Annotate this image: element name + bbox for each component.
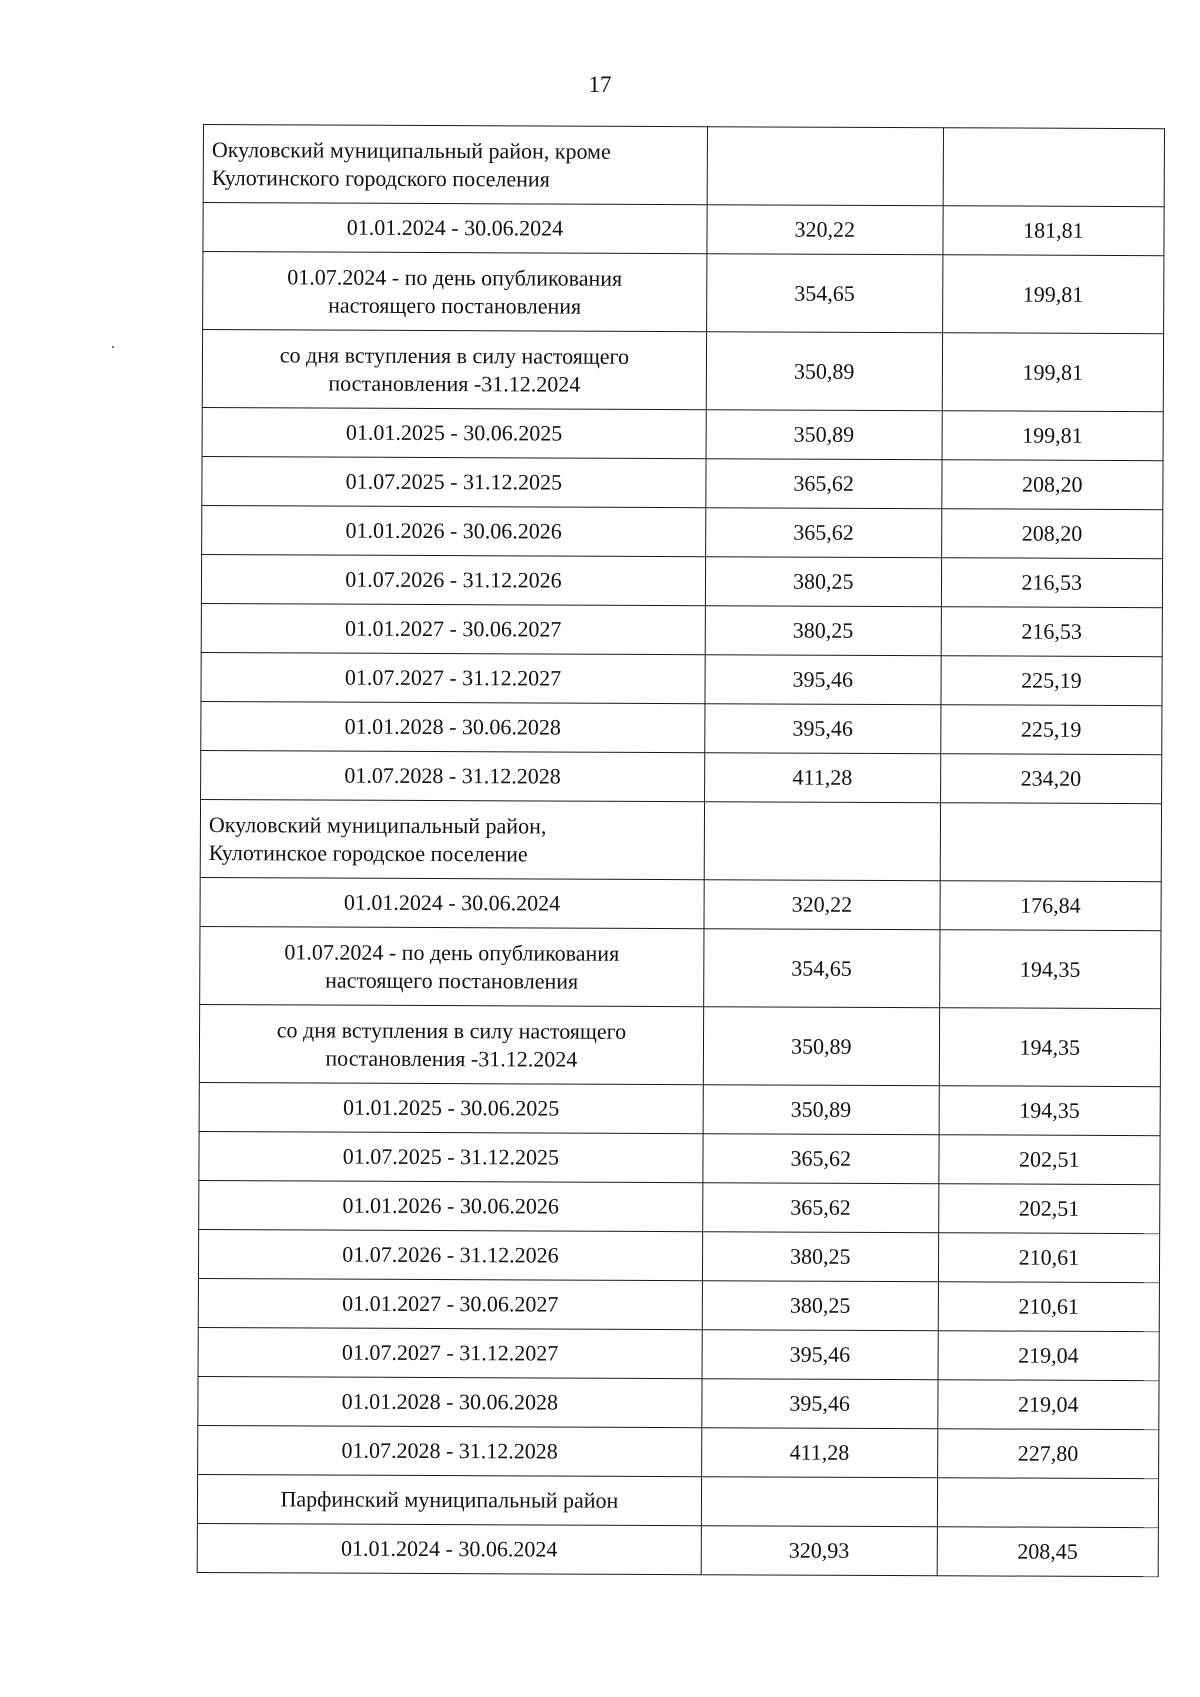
table-row: [202, 456, 1163, 509]
period-line: 01.01.2026 - 30.06.2026: [345, 517, 562, 544]
period-line: 01.07.2028 - 31.12.2028: [341, 1437, 558, 1464]
table-row: [201, 750, 1162, 803]
period-line: постановления -31.12.2024: [325, 1045, 578, 1072]
value2-cell: 181,81: [943, 206, 1165, 256]
period-cell: [197, 1523, 701, 1574]
period-cell: [201, 701, 705, 752]
period-cell: [200, 926, 704, 1006]
table-row: [200, 926, 1161, 1008]
period-line: 01.01.2026 - 30.06.2026: [342, 1192, 559, 1219]
value1-cell: 380,25: [702, 1281, 938, 1331]
table-row: [198, 1327, 1159, 1380]
empty-cell: [940, 803, 1162, 882]
group-title-line: Окуловский муниципальный район, кроме: [211, 136, 611, 164]
scan-speck: [112, 346, 114, 348]
value1-cell: 365,62: [703, 1183, 939, 1233]
empty-cell: [707, 127, 943, 206]
value2-cell: 208,20: [941, 509, 1163, 559]
empty-cell: [943, 128, 1165, 207]
group-title-cell: [197, 1474, 701, 1525]
period-cell: [202, 330, 706, 410]
period-line: 01.07.2024 - по день опубликования: [284, 938, 620, 966]
value2-cell: 194,35: [939, 1086, 1161, 1136]
period-cell: [198, 1376, 702, 1427]
value2-cell: 199,81: [942, 333, 1164, 412]
table-row: [201, 701, 1162, 754]
period-line: 01.07.2026 - 31.12.2026: [345, 566, 562, 593]
group-title-line: Окуловский муниципальный район,: [208, 811, 547, 839]
value1-cell: 365,62: [706, 459, 942, 509]
period-line: настоящего постановления: [325, 967, 579, 994]
value1-cell: 380,25: [705, 606, 941, 656]
period-line: 01.07.2026 - 31.12.2026: [342, 1241, 559, 1268]
value1-cell: 395,46: [705, 655, 941, 705]
period-line: настоящего постановления: [328, 292, 582, 319]
period-cell: [199, 1082, 703, 1133]
period-cell: [203, 203, 707, 254]
period-cell: [202, 456, 706, 507]
period-line: 01.07.2025 - 31.12.2025: [345, 468, 563, 495]
period-cell: [199, 1180, 703, 1231]
period-line: со дня вступления в силу настоящего: [279, 341, 630, 369]
value2-cell: 216,53: [941, 558, 1163, 608]
value1-cell: 395,46: [702, 1379, 938, 1429]
value1-cell: 395,46: [705, 704, 941, 754]
period-line: со дня вступления в силу настоящего: [276, 1016, 627, 1044]
value1-cell: 365,62: [703, 1134, 939, 1184]
group-header-row: [197, 1474, 1158, 1527]
value1-cell: 380,25: [705, 557, 941, 607]
table-row: [199, 1180, 1160, 1233]
period-cell: [198, 1278, 702, 1329]
period-cell: [198, 1327, 702, 1378]
table-row: [201, 652, 1162, 705]
group-title-line: Кулотинского городского поселения: [211, 164, 550, 192]
value2-cell: 225,19: [941, 656, 1163, 706]
table-row: [200, 877, 1161, 930]
value2-cell: 234,20: [940, 754, 1162, 804]
table-row: [198, 1229, 1159, 1282]
value2-cell: 176,84: [940, 881, 1162, 931]
tariff-table-wrapper: [197, 124, 1165, 1577]
period-cell: [199, 1004, 703, 1084]
table-row: [199, 1082, 1160, 1135]
period-line: постановления -31.12.2024: [328, 370, 581, 397]
period-cell: [200, 877, 704, 928]
period-cell: [198, 1425, 702, 1476]
period-cell: [202, 407, 706, 458]
empty-cell: [937, 1478, 1159, 1528]
table-row: [199, 1004, 1160, 1086]
value1-cell: 411,28: [701, 1428, 937, 1478]
page-number: 17: [588, 72, 612, 97]
period-line: 01.01.2028 - 30.06.2028: [344, 713, 562, 740]
value1-cell: 365,62: [705, 508, 941, 558]
period-cell: [203, 252, 707, 332]
period-line: 01.07.2027 - 31.12.2027: [344, 664, 562, 691]
value1-cell: 395,46: [702, 1330, 938, 1380]
group-title-line: Парфинский муниципальный район: [280, 1486, 619, 1513]
period-line: 01.07.2028 - 31.12.2028: [344, 762, 561, 789]
period-line: 01.01.2024 - 30.06.2024: [346, 214, 564, 241]
value2-cell: 194,35: [939, 1008, 1161, 1087]
period-line: 01.07.2024 - по день опубликования: [287, 263, 623, 291]
group-header-row: [200, 799, 1161, 881]
value1-cell: 320,22: [707, 205, 943, 255]
value2-cell: 208,45: [937, 1527, 1159, 1577]
empty-cell: [701, 1477, 937, 1527]
value2-cell: 194,35: [939, 930, 1161, 1009]
value2-cell: 219,04: [937, 1380, 1159, 1430]
period-line: 01.07.2027 - 31.12.2027: [341, 1339, 559, 1366]
table-row: [198, 1425, 1159, 1478]
value1-cell: 350,89: [703, 1007, 939, 1086]
table-row: [202, 505, 1163, 558]
group-title-cell: [203, 125, 707, 205]
value1-cell: 350,89: [703, 1085, 939, 1135]
period-cell: [201, 750, 705, 801]
period-cell: [202, 505, 706, 556]
value2-cell: 199,81: [942, 255, 1164, 334]
value1-cell: 320,22: [704, 880, 940, 930]
period-line: 01.01.2025 - 30.06.2025: [345, 419, 563, 446]
table-row: [197, 1523, 1158, 1576]
table-row: [203, 203, 1164, 256]
period-line: 01.01.2028 - 30.06.2028: [341, 1388, 559, 1415]
table-row: [199, 1131, 1160, 1184]
value2-cell: 199,81: [942, 411, 1164, 461]
value1-cell: 350,89: [706, 332, 942, 411]
group-title-cell: [200, 799, 704, 879]
value1-cell: 350,89: [706, 410, 942, 460]
value1-cell: 354,65: [706, 254, 942, 333]
table-row: [201, 603, 1162, 656]
table-row: [202, 407, 1163, 460]
value2-cell: 208,20: [941, 460, 1163, 510]
table-row: [203, 252, 1164, 334]
group-title-line: Кулотинское городское поселение: [208, 839, 528, 866]
value2-cell: 210,61: [938, 1282, 1160, 1332]
period-cell: [201, 554, 705, 605]
table-row: [198, 1278, 1159, 1331]
period-line: 01.01.2024 - 30.06.2024: [340, 1535, 558, 1562]
value1-cell: 380,25: [702, 1232, 938, 1282]
value2-cell: 202,51: [938, 1184, 1160, 1234]
tariff-table: [197, 124, 1165, 1577]
empty-cell: [704, 802, 940, 881]
table-row: [198, 1376, 1159, 1429]
value2-cell: 219,04: [938, 1331, 1160, 1381]
table-row: [202, 330, 1163, 412]
value2-cell: 216,53: [941, 607, 1163, 657]
period-line: 01.01.2024 - 30.06.2024: [343, 889, 561, 916]
period-line: 01.01.2025 - 30.06.2025: [342, 1094, 560, 1121]
value2-cell: 210,61: [938, 1233, 1160, 1283]
period-line: 01.07.2025 - 31.12.2025: [342, 1143, 560, 1170]
value1-cell: 320,93: [701, 1526, 937, 1576]
period-line: 01.01.2027 - 30.06.2027: [342, 1290, 559, 1317]
value2-cell: 225,19: [940, 705, 1162, 755]
period-line: 01.01.2027 - 30.06.2027: [345, 615, 562, 642]
value1-cell: 354,65: [704, 929, 940, 1008]
tariff-table-body: [197, 125, 1164, 1577]
period-cell: [201, 603, 705, 654]
value2-cell: 227,80: [937, 1429, 1159, 1479]
period-cell: [198, 1229, 702, 1280]
table-row: [201, 554, 1162, 607]
value1-cell: 411,28: [704, 753, 940, 803]
group-header-row: [203, 125, 1164, 207]
period-cell: [201, 652, 705, 703]
value2-cell: 202,51: [939, 1135, 1161, 1185]
period-cell: [199, 1131, 703, 1182]
